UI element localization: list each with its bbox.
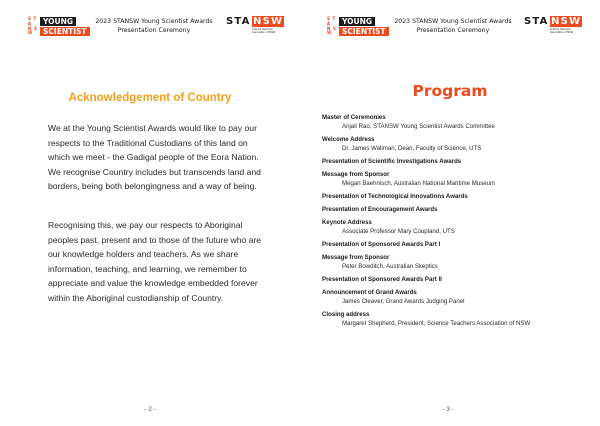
young-scientist-logo [28,17,86,36]
program-item-heading: Announcement of Grand Awards [322,289,417,296]
program-item [322,240,592,249]
header-title-line2: Presentation Ceremony [117,27,191,34]
stansw-logo-nsw: NSW [551,16,582,27]
program-item [322,253,592,271]
program-item-heading: Presentation of Sponsored Awards Part II [322,276,442,283]
program-item [322,135,592,153]
program-item-heading: Master of Ceremonies [322,114,386,121]
program-item [322,218,592,236]
logo-young-text: YOUNG [339,17,375,26]
program-item-detail: Dr. James Wallman, Dean, Faculty of Science, UTS [342,145,482,152]
header-title-line1: 2023 STANSW Young Scientist Awards [394,18,512,25]
program-item-heading: Welcome Address [322,136,375,143]
header-title [94,17,214,35]
stansw-logo-tagline: Science Teachers' Association of NSW [252,28,276,34]
stansw-logo-nsw: NSW [253,16,284,27]
program-item-detail: Megan Baehnisch, Australian National Maritime Museum [342,180,496,187]
logo-mini-mark: S T A N S W [327,16,337,36]
program-item-detail: Associate Professor Mary Coupland, UTS [342,228,455,235]
program-item-heading: Presentation of Scientific Investigations Awards [322,158,462,165]
program-item-heading: Presentation of Encouragement Awards [322,206,438,213]
header-title-line1: 2023 STANSW Young Scientist Awards [95,18,213,25]
program-item-heading: Message from Sponsor [322,171,390,178]
logo-mini-mark: S T A N S W [28,16,38,36]
program-item-detail: Anjali Rao, STANSW Young Scientist Awards Committee [342,123,495,130]
header-title [393,17,513,35]
program-item-detail: James Cleaver, Grand Awards Judging Panel [342,298,465,305]
program-item [322,113,592,131]
program-item [322,205,592,214]
program-item-heading: Keynote Address [322,219,372,226]
program-item-detail: Peter Bowditch, Australian Skeptics [342,263,438,270]
program-item-heading: Presentation of Technological Innovations Awards [322,193,468,200]
logo-scientist-text: SCIENTIST [40,27,90,36]
logo-young-text: YOUNG [40,17,76,26]
program-item [322,170,592,188]
program-list [322,113,592,332]
logo-scientist-text: SCIENTIST [339,27,389,36]
acknowledgement-paragraph-1: We at the Young Scientist Awards would like to pay our respects to the Traditional Custodians of this land on which we meet - the Gadigal people of the Eora Nation. We recognise Country includes but transcends land and borders, being both belongingness and a way of being. [48,123,261,192]
program-item-heading: Closing address [322,311,370,318]
header-title-line2: Presentation Ceremony [416,27,490,34]
program-item [322,275,592,284]
program-item-detail: Margaret Shepherd, President, Science Teachers Association of NSW [342,320,531,327]
stansw-logo [226,16,284,40]
program-item [322,310,592,328]
acknowledgement-title: Acknowledgement of Country [68,92,232,104]
page-number-right: - 3 - [442,406,454,413]
program-item [322,288,592,306]
stansw-logo-tagline: Science Teachers' Association of NSW [550,28,574,34]
stansw-logo-sta: STA [226,16,251,27]
stansw-logo [524,16,582,40]
program-item [322,157,592,166]
program-title: Program [412,82,488,100]
acknowledgement-paragraph-2: Recognising this, we pay our respects to Aboriginal peoples past, present and to those of the future who are our knowledge holders and teachers. As we share information, teaching, and learning, we remember to appreciate and value the knowledge embedded forever within the Aboriginal custodianship of Country. [48,220,262,303]
program-item-heading: Message from Sponsor [322,254,390,261]
program-item-heading: Presentation of Sponsored Awards Part I [322,241,441,248]
young-scientist-logo [327,17,385,36]
page-number-left: - 2 - [144,406,156,413]
stansw-logo-sta: STA [524,16,549,27]
program-item [322,192,592,201]
